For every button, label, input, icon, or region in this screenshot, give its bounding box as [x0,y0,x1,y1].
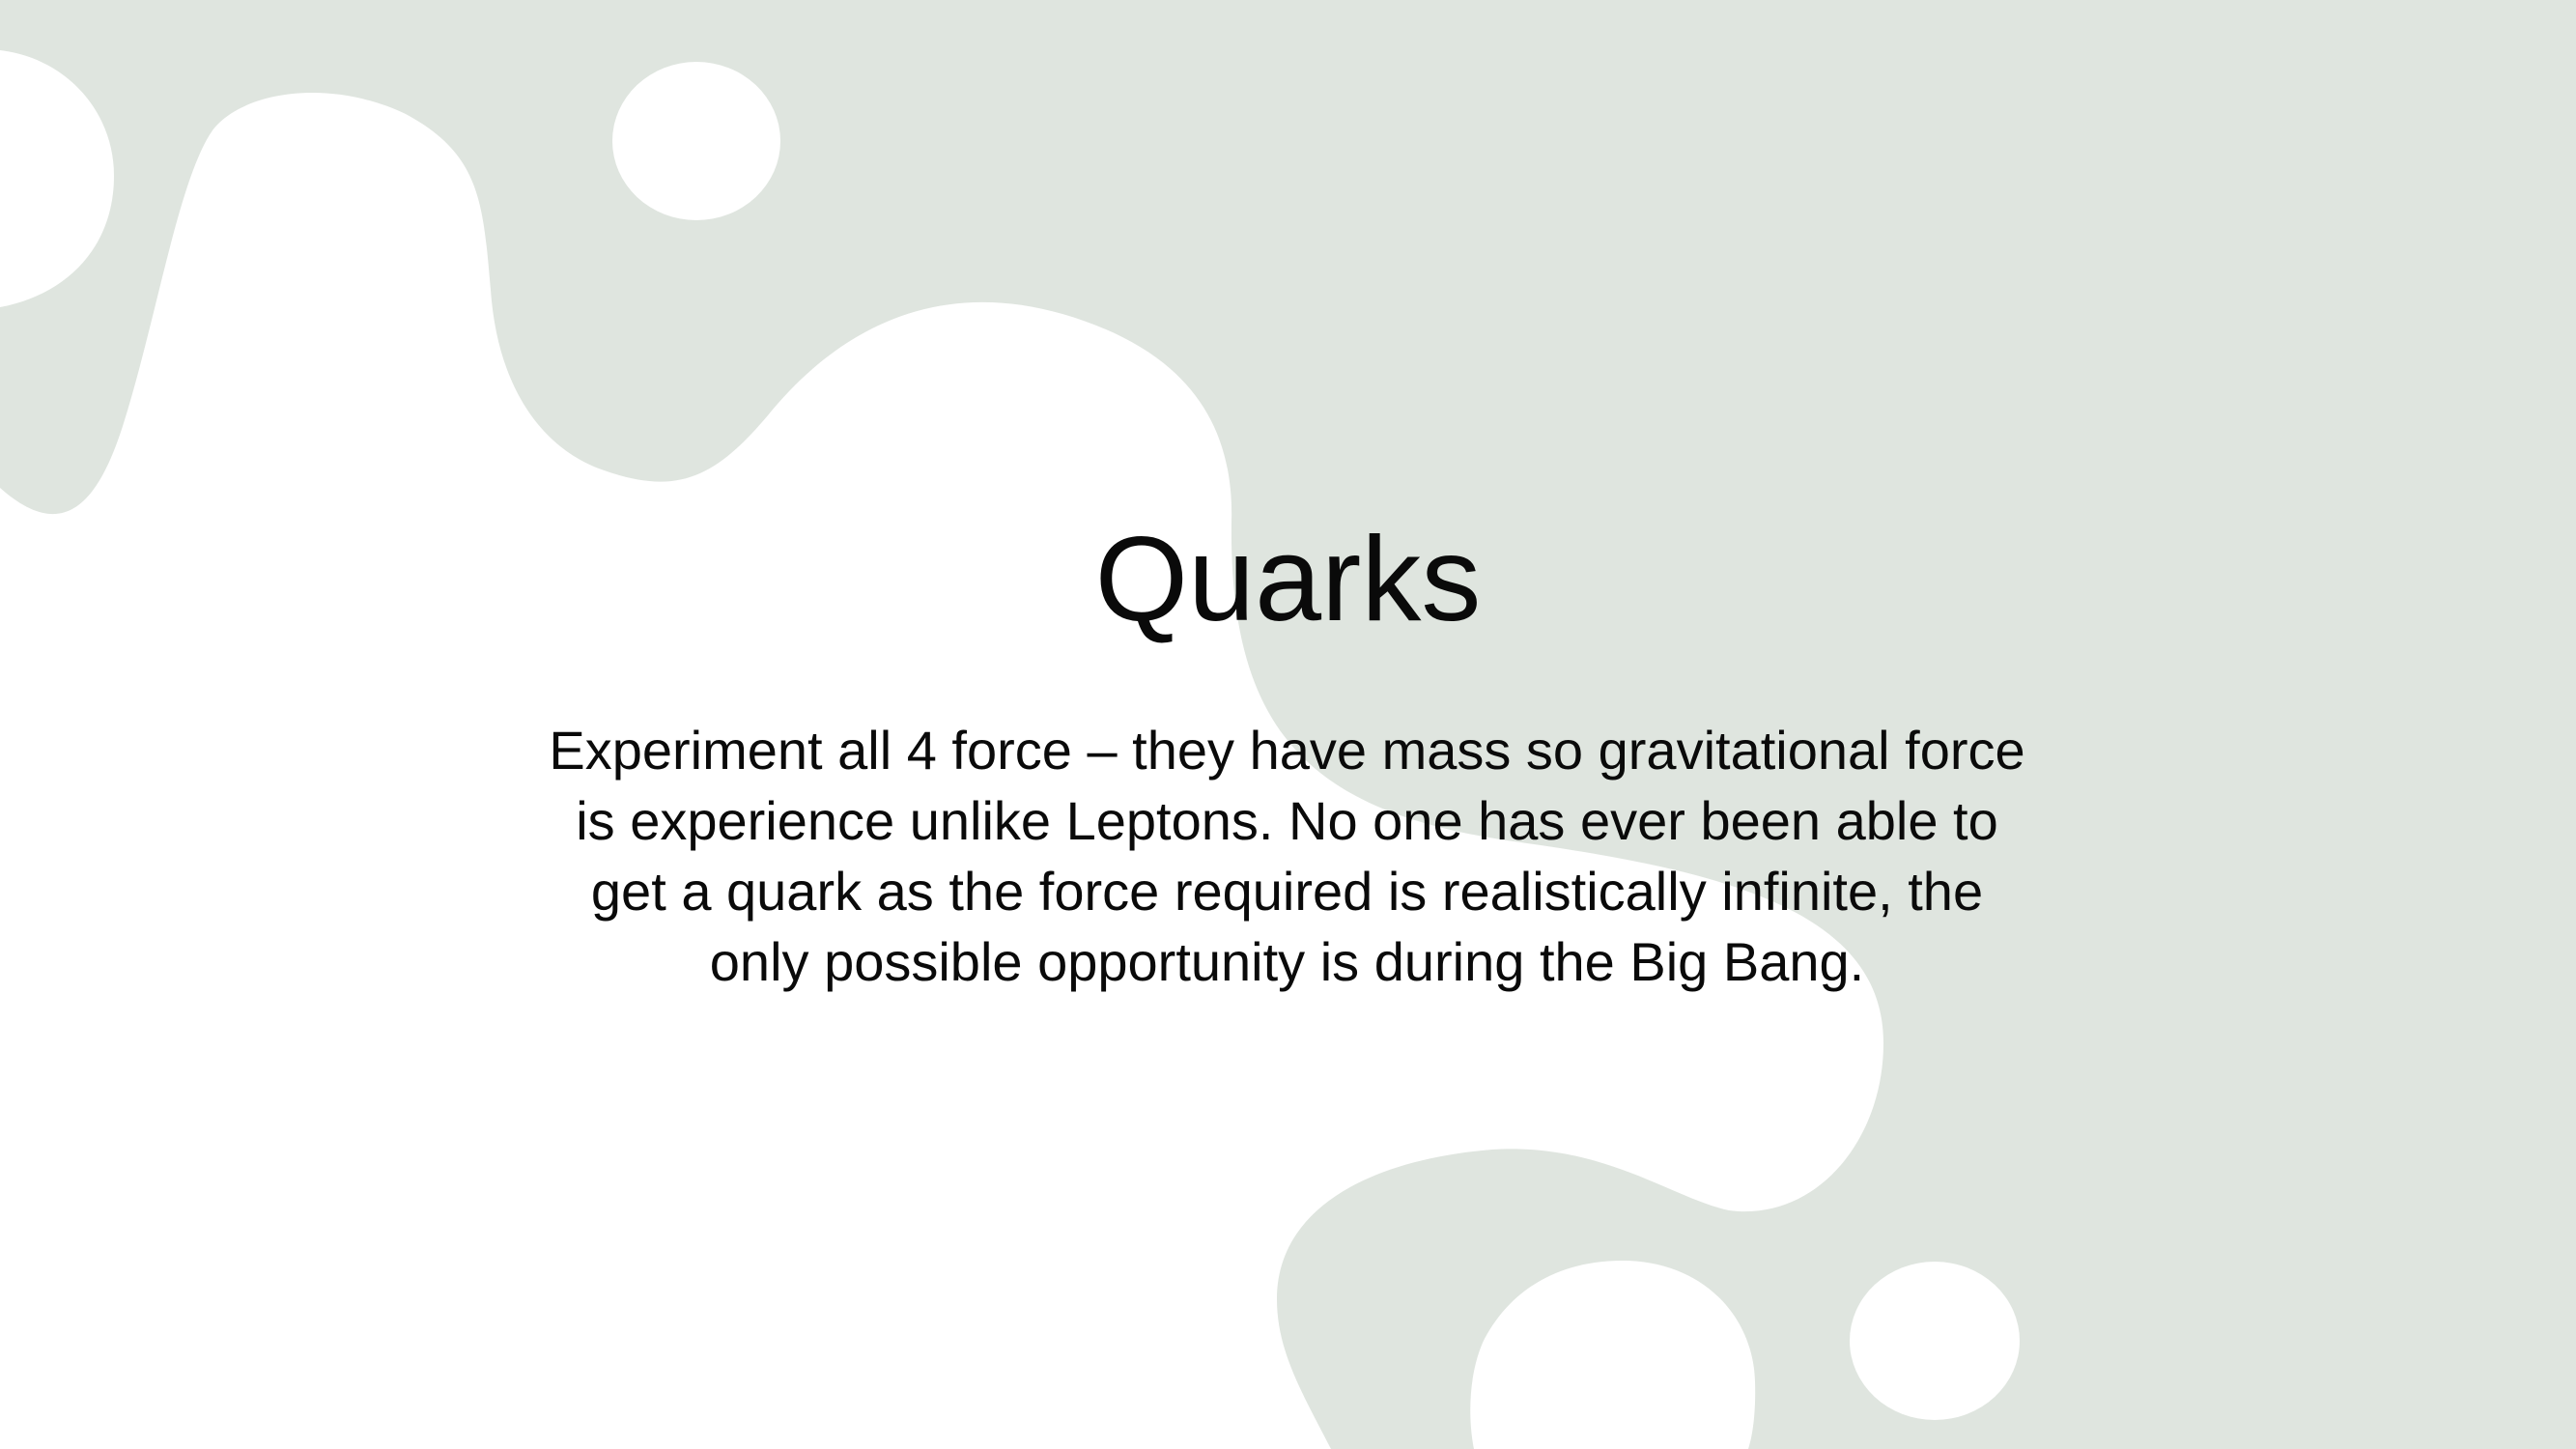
slide-body-text: Experiment all 4 force – they have mass so gravitational force is experience unlike Leptons. No one has ever been able to get a quark as the force required is realistically infinite, the only possible opportunity is during the Big Bang. [549,720,2025,992]
slide-title: Quarks [1094,513,1482,646]
background-circle-top [612,62,780,220]
background-circle-bottom-right [1850,1262,2020,1420]
